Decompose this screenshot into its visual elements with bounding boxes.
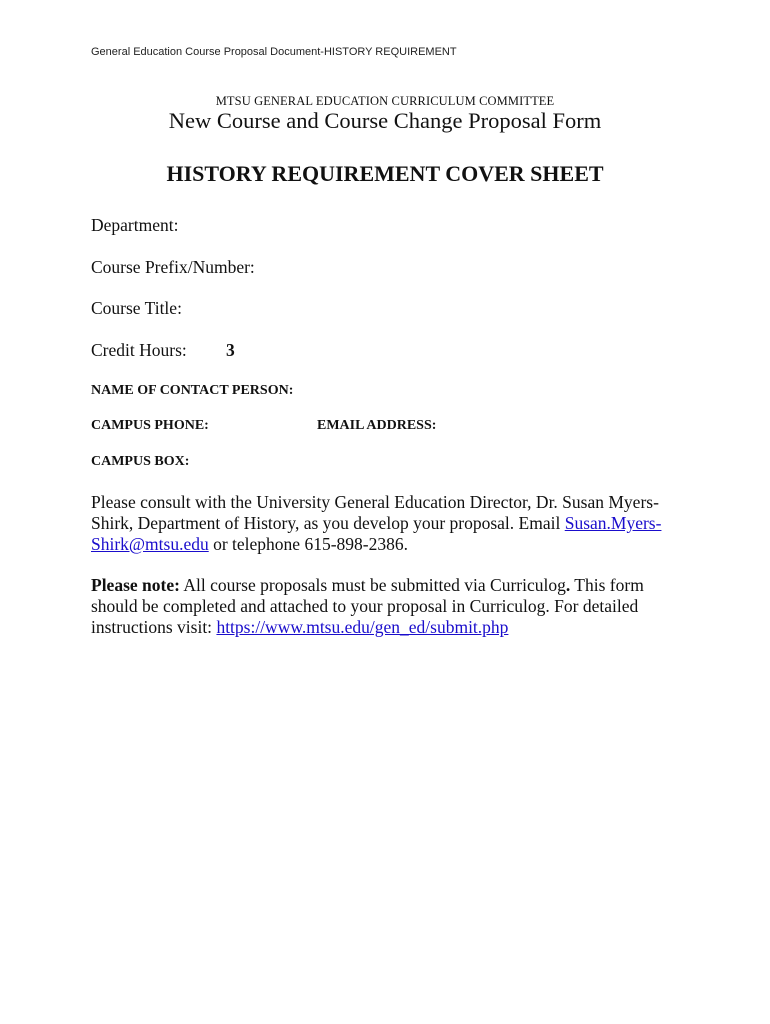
- consult-paragraph: [91, 492, 681, 555]
- note-paragraph: [91, 575, 681, 638]
- consult-line-1: Please consult with the University General Education Director, Dr. Susan Myers-: [91, 492, 659, 512]
- note-period: .: [565, 575, 571, 595]
- department-label: Department:: [91, 215, 179, 235]
- credit-hours-value: 3: [226, 340, 235, 360]
- campus-box-label: CAMPUS BOX:: [91, 454, 190, 469]
- email-address-label: EMAIL ADDRESS:: [317, 418, 437, 433]
- note-line-2: should be completed and attached to your proposal in Curriculog. For detailed: [91, 596, 639, 616]
- note-lead: Please note:: [91, 575, 180, 595]
- note-text-2: This form: [570, 575, 644, 595]
- course-title-label: Course Title:: [91, 298, 182, 318]
- contact-person-label: NAME OF CONTACT PERSON:: [91, 383, 294, 398]
- director-email-link[interactable]: Susan.Myers-: [564, 513, 662, 533]
- course-prefix-number-label: Course Prefix/Number:: [91, 257, 255, 277]
- consult-line-3: [91, 534, 681, 555]
- director-email-link-continued[interactable]: Shirk@mtsu.edu: [91, 534, 209, 554]
- note-line-3: [91, 617, 681, 638]
- credit-hours-label: Credit Hours:: [91, 340, 187, 360]
- cover-sheet-title: HISTORY REQUIREMENT COVER SHEET: [166, 161, 604, 186]
- telephone-text: or telephone 615-898-2386.: [208, 534, 408, 554]
- note-text-1: All course proposals must be submitted via Curriculog: [179, 575, 566, 595]
- form-title: New Course and Course Change Proposal Form: [168, 108, 602, 133]
- campus-phone-label: CAMPUS PHONE:: [91, 418, 209, 433]
- note-line-1: [91, 575, 681, 596]
- submission-instructions-link[interactable]: https://www.mtsu.edu/gen_ed/submit.php: [216, 617, 509, 637]
- consult-line-2: [91, 513, 681, 534]
- note-line-3-text: instructions visit:: [91, 617, 217, 637]
- running-header: General Education Course Proposal Document-HISTORY REQUIREMENT: [91, 46, 457, 58]
- committee-name: MTSU GENERAL EDUCATION CURRICULUM COMMITTEE: [215, 94, 555, 108]
- consult-line-2-text: Shirk, Department of History, as you develop your proposal. Email: [91, 513, 565, 533]
